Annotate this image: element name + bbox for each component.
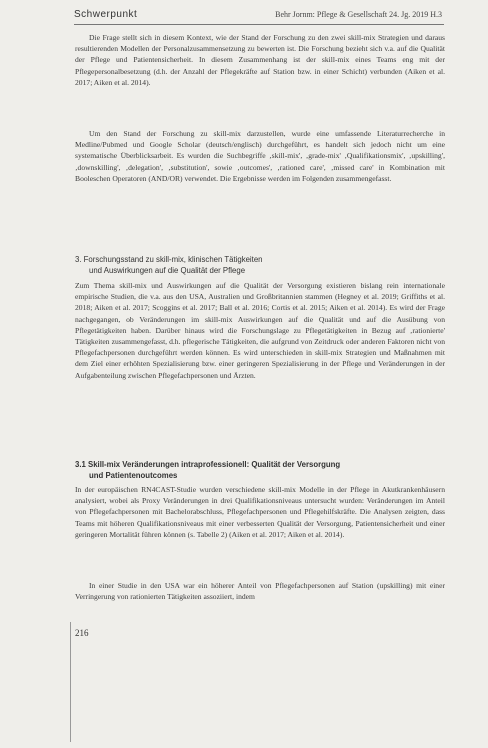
paragraph-research-state: Zum Thema skill-mix und Auswirkungen auf die Qualität der Versorgung existieren bislang rein internationale empirische Studien, die v.a. aus den USA, Australien und Großbritannien stammen (Hegney et al. 2019; Griffiths et al. 2018; Aiken et al. 2017; Scoggins et al. 2017; Ball et al. 2016; Cortis et al. 2015; Aiken et al. 2014). Es wird der Frage nachgegangen, ob Veränderungen im skill-mix Auswirkungen auf die Qualität und auf die Ausübung von Pflegetätigkeiten haben. Darüber hinaus wird die Forschungslage zu Pflegetätigkeiten in Bezug auf ‚rationierte' Tätigkeiten zusammengefasst, d.h. pflegerische Tätigkeiten, die aufgrund von Zeitdruck oder anderen Faktoren nicht von Pflegefachpersonen durchgeführt werden können. Es wird unterschieden in skill-mix Strategien und Maßnahmen mit dem Ziel einer erhöhten Spezialisierung bzw. einer geringeren Spezialisierung in der Pflege und Veränderungen in der Aufgabenteilung zwischen Pflegefachpersonen und Ärzten. xyxy=(75,281,445,380)
heading-line-2: und Auswirkungen auf die Qualität der Pflege xyxy=(89,265,246,275)
section-label: Schwerpunkt xyxy=(74,9,138,20)
section-heading-3 xyxy=(75,255,445,276)
heading-line-2: und Patientenoutcomes xyxy=(89,470,178,480)
journal-running-header: Behr Jornm: Pflege & Gesellschaft 24. Jg. 2019 H.3 xyxy=(275,10,442,19)
section-heading-3-1 xyxy=(75,460,445,481)
paragraph-usa-study: In einer Studie in den USA war ein höherer Anteil von Pflegefachpersonen auf Station (upskilling) mit einer Verringerung von rationierten Tätigkeiten assoziiert, indem xyxy=(75,581,445,602)
header-rule xyxy=(74,24,444,25)
paragraph-intro: Die Frage stellt sich in diesem Kontext, wie der Stand der Forschung zu den zwei skill-mix Strategien und daraus resultierenden Modellen der Personalzusammensetzung zu bewerten ist. Die Forschung bezieht sich v.a. auf die Qualität der Pflege und Patientensicherheit. In diesem Zusammenhang ist der skill-mix eines Teams eng mit der Pflegepersonalbesetzung (d.h. der Anzahl der Pflegekräfte auf Station bzw. in einer Schicht) verbunden (Aiken et al. 2017; Aiken et al. 2014). xyxy=(75,33,445,87)
paragraph-method: Um den Stand der Forschung zu skill-mix darzustellen, wurde eine umfassende Literaturrecherche in Medline/Pubmed und Google Scholar (deutsch/englisch) durchgeführt, es handelt sich jedoch nicht um eine systematische Überblicksarbeit. Es wurden die Suchbegriffe ‚skill-mix', ‚grade-mix' ‚Qualifikationsmix', ‚upskilling', ‚downskilling', ‚delegation', ‚substitution', sowie ‚outcomes', ‚rationed care', ‚missed care' in Kombination mit Booleschen Operatoren (AND/OR) verwendet. Die Ergebnisse werden im Folgenden zusammengefasst. xyxy=(75,129,445,183)
heading-line-1: 3. Forschungsstand zu skill-mix, klinischen Tätigkeiten xyxy=(75,255,263,264)
heading-line-1: 3.1 Skill-mix Veränderungen intraprofessionell: Qualität der Versorgung xyxy=(75,460,341,469)
margin-rule xyxy=(70,622,71,742)
paragraph-rn4cast: In der europäischen RN4CAST-Studie wurden verschiedene skill-mix Modelle in der Pflege in Akutkrankenhäusern analysiert, wobei als Proxy Veränderungen in drei Qualifikationsniveaus untersucht wurden: Veränderungen im Anteil von Pflegefachpersonen mit Bachelorabschluss, Pflegefachpersonen und Pflegehilfskräfte. Die Analysen zeigten, dass Teams mit höheren Qualifikationsniveaus mit einer verbesserten Qualität der Versorgung, Patientensicherheit und einer geringeren Mortalität führen können (s. Tabelle 2) (Aiken et al. 2017; Aiken et al. 2014). xyxy=(75,485,445,539)
page-number: 216 xyxy=(75,628,89,638)
